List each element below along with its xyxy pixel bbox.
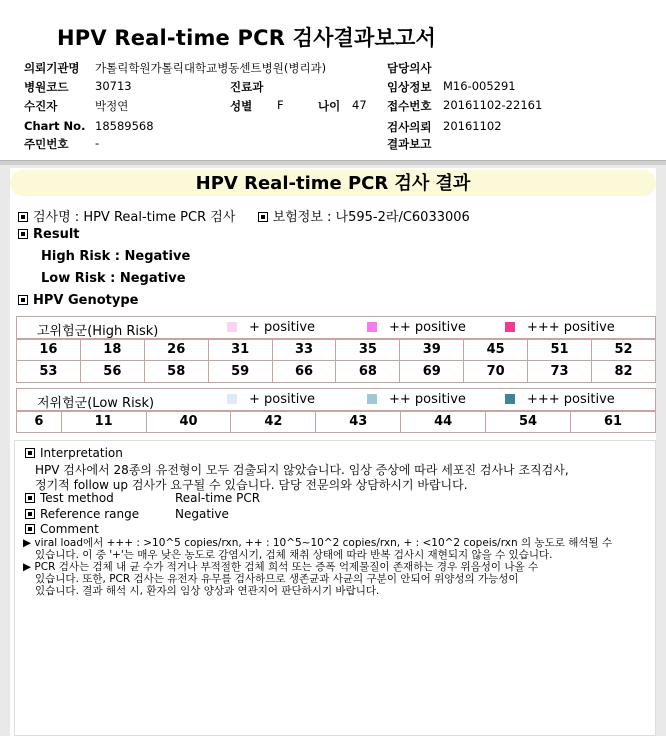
- bullet-square-icon: [258, 212, 268, 222]
- genotype-cell: 39: [400, 339, 464, 361]
- genotype-cell: 53: [17, 361, 81, 383]
- high-risk-table: [16, 338, 656, 383]
- high-risk-header: [16, 316, 656, 340]
- genotype-cell: 31: [208, 339, 272, 361]
- test-name: [18, 206, 470, 225]
- reference-range-row: Reference range: [25, 507, 139, 521]
- table-row: [17, 411, 656, 433]
- test-method-row: Test method: [25, 491, 114, 505]
- genotype-cell: 61: [571, 411, 656, 433]
- genotype-cell: 66: [272, 361, 336, 383]
- bullet-square-icon: [25, 524, 35, 534]
- interpretation-text-1: HPV 검사에서 28종의 유전형이 모두 검출되지 않았습니다. 임상 증상에 따라 세포진 검사나 조직검사,: [35, 463, 569, 477]
- result-report: [10, 168, 656, 736]
- genotype-cell: 6: [17, 411, 62, 433]
- genotype-cell: 44: [401, 411, 486, 433]
- genotype-cell: 35: [336, 339, 400, 361]
- genotype-cell: 70: [464, 361, 528, 383]
- genotype-cell: 43: [316, 411, 401, 433]
- bullet-square-icon: [18, 229, 28, 239]
- low-risk-header: [16, 388, 656, 412]
- receipt-label: 접수번호: [387, 99, 432, 113]
- interpretation-heading: Interpretation: [25, 446, 123, 460]
- test-method-value: Real-time PCR: [175, 491, 261, 505]
- legend-swatch-icon: [505, 394, 515, 404]
- low-risk-result: Low Risk : Negative: [41, 271, 186, 286]
- low-risk-title: 저위험군(Low Risk): [37, 396, 155, 411]
- genotype-cell: 69: [400, 361, 464, 383]
- ssn-label: 주민번호: [24, 137, 69, 151]
- genotype-section: [18, 293, 138, 308]
- bullet-square-icon: [25, 448, 35, 458]
- ssn-value: -: [95, 136, 100, 150]
- genotype-cell: 56: [80, 361, 144, 383]
- header-divider: [0, 160, 666, 165]
- legend-plus: + positive: [227, 320, 315, 335]
- hospital-code-label: 병원코드: [24, 80, 69, 94]
- legend-plus: + positive: [227, 392, 315, 407]
- genotype-cell: 18: [80, 339, 144, 361]
- legend-plus-plus: ++ positive: [367, 320, 466, 335]
- chart-value: 18589568: [95, 119, 154, 133]
- legend-swatch-icon: [227, 322, 237, 332]
- chart-label: Chart No.: [24, 119, 86, 133]
- insurance-text: 보험정보 : 나595-2라/C6033006: [272, 210, 470, 225]
- reference-range-value: Negative: [175, 507, 229, 521]
- comment-heading: Comment: [25, 522, 99, 536]
- legend-swatch-icon: [227, 394, 237, 404]
- age-label: 나이: [318, 99, 341, 113]
- age-value: 47: [352, 98, 367, 112]
- legend-swatch-icon: [505, 322, 515, 332]
- genotype-cell: 68: [336, 361, 400, 383]
- bullet-square-icon: [18, 295, 28, 305]
- genotype-cell: 40: [146, 411, 231, 433]
- bullet-square-icon: [25, 493, 35, 503]
- clinical-label: 임상정보: [387, 80, 432, 94]
- genotype-cell: 59: [208, 361, 272, 383]
- genotype-cell: 52: [592, 339, 656, 361]
- sex-label: 성별: [230, 99, 253, 113]
- genotype-cell: 16: [17, 339, 81, 361]
- genotype-cell: 26: [144, 339, 208, 361]
- sex-value: F: [277, 98, 284, 112]
- genotype-label: HPV Genotype: [33, 293, 139, 308]
- high-risk-result: High Risk : Negative: [41, 249, 191, 264]
- genotype-cell: 58: [144, 361, 208, 383]
- comment-line: 있습니다. 이 중 '+'는 매우 낮은 농도로 감염시기, 검체 채취 상태에 따라 반복 검사시 재현되지 않을 수 있습니다.: [35, 549, 553, 561]
- legend-plus-plus-plus: +++ positive: [505, 320, 615, 335]
- table-row: [17, 339, 656, 361]
- request-value: 20161102: [443, 119, 502, 133]
- collector-value: 박정연: [95, 99, 129, 113]
- bullet-square-icon: [18, 212, 28, 222]
- request-label: 검사의뢰: [387, 120, 432, 134]
- test-name-text: 검사명 : HPV Real-time PCR 검사: [33, 210, 236, 225]
- genotype-cell: 33: [272, 339, 336, 361]
- genotype-cell: 11: [61, 411, 146, 433]
- genotype-cell: 73: [528, 361, 592, 383]
- interpretation-box: [14, 440, 656, 736]
- report-header: [0, 0, 666, 160]
- institution-label: 의뢰기관명: [24, 61, 80, 75]
- legend-swatch-icon: [367, 394, 377, 404]
- comment-line: 있습니다. 결과 해석 시, 환자의 임상 양상과 연관지어 판단하시기 바랍니다.: [35, 585, 380, 597]
- result-banner: HPV Real-time PCR 검사 결과: [10, 170, 656, 196]
- legend-swatch-icon: [367, 322, 377, 332]
- comment-line: ▶ viral load에서 +++ : >10^5 copies/rxn, ++ : 10^5~10^2 copies/rxn, + : <10^2 copeis/rxn 의 농도로 해석될 수: [23, 537, 613, 549]
- genotype-cell: 45: [464, 339, 528, 361]
- institution-value: 가톨릭학원가톨릭대학교병동센트병원(병리과): [95, 61, 327, 75]
- result-section: [18, 227, 80, 242]
- collector-label: 수진자: [24, 99, 58, 113]
- comment-line: 있습니다. 또한, PCR 검사는 유전자 유무를 검사하므로 생존균과 사균의 구분이 안되어 위양성의 가능성이: [35, 573, 519, 585]
- legend-plus-plus: ++ positive: [367, 392, 466, 407]
- table-row: [17, 361, 656, 383]
- low-risk-table: [16, 410, 656, 433]
- genotype-cell: 42: [231, 411, 316, 433]
- genotype-cell: 51: [528, 339, 592, 361]
- department-label: 진료과: [230, 80, 264, 94]
- genotype-cell: 54: [486, 411, 571, 433]
- genotype-cell: 82: [592, 361, 656, 383]
- doctor-label: 담당의사: [387, 61, 432, 75]
- bullet-square-icon: [25, 509, 35, 519]
- hospital-code-value: 30713: [95, 79, 132, 93]
- report-title: HPV Real-time PCR 검사결과보고서: [57, 26, 436, 50]
- clinical-value: M16-005291: [443, 79, 516, 93]
- result-label: Result: [33, 227, 80, 242]
- legend-plus-plus-plus: +++ positive: [505, 392, 615, 407]
- report-date-label: 결과보고: [387, 137, 432, 151]
- interpretation-text-2: 정기적 follow up 검사가 요구될 수 있습니다. 담당 전문의와 상담하시기 바랍니다.: [35, 478, 468, 492]
- comment-line: ▶ PCR 검사는 검체 내 균 수가 적거나 부적절한 검체 희석 또는 증폭 억제물질이 존재하는 경우 위음성이 나올 수: [23, 561, 539, 573]
- high-risk-title: 고위험군(High Risk): [37, 324, 159, 339]
- receipt-value: 20161102-22161: [443, 98, 543, 112]
